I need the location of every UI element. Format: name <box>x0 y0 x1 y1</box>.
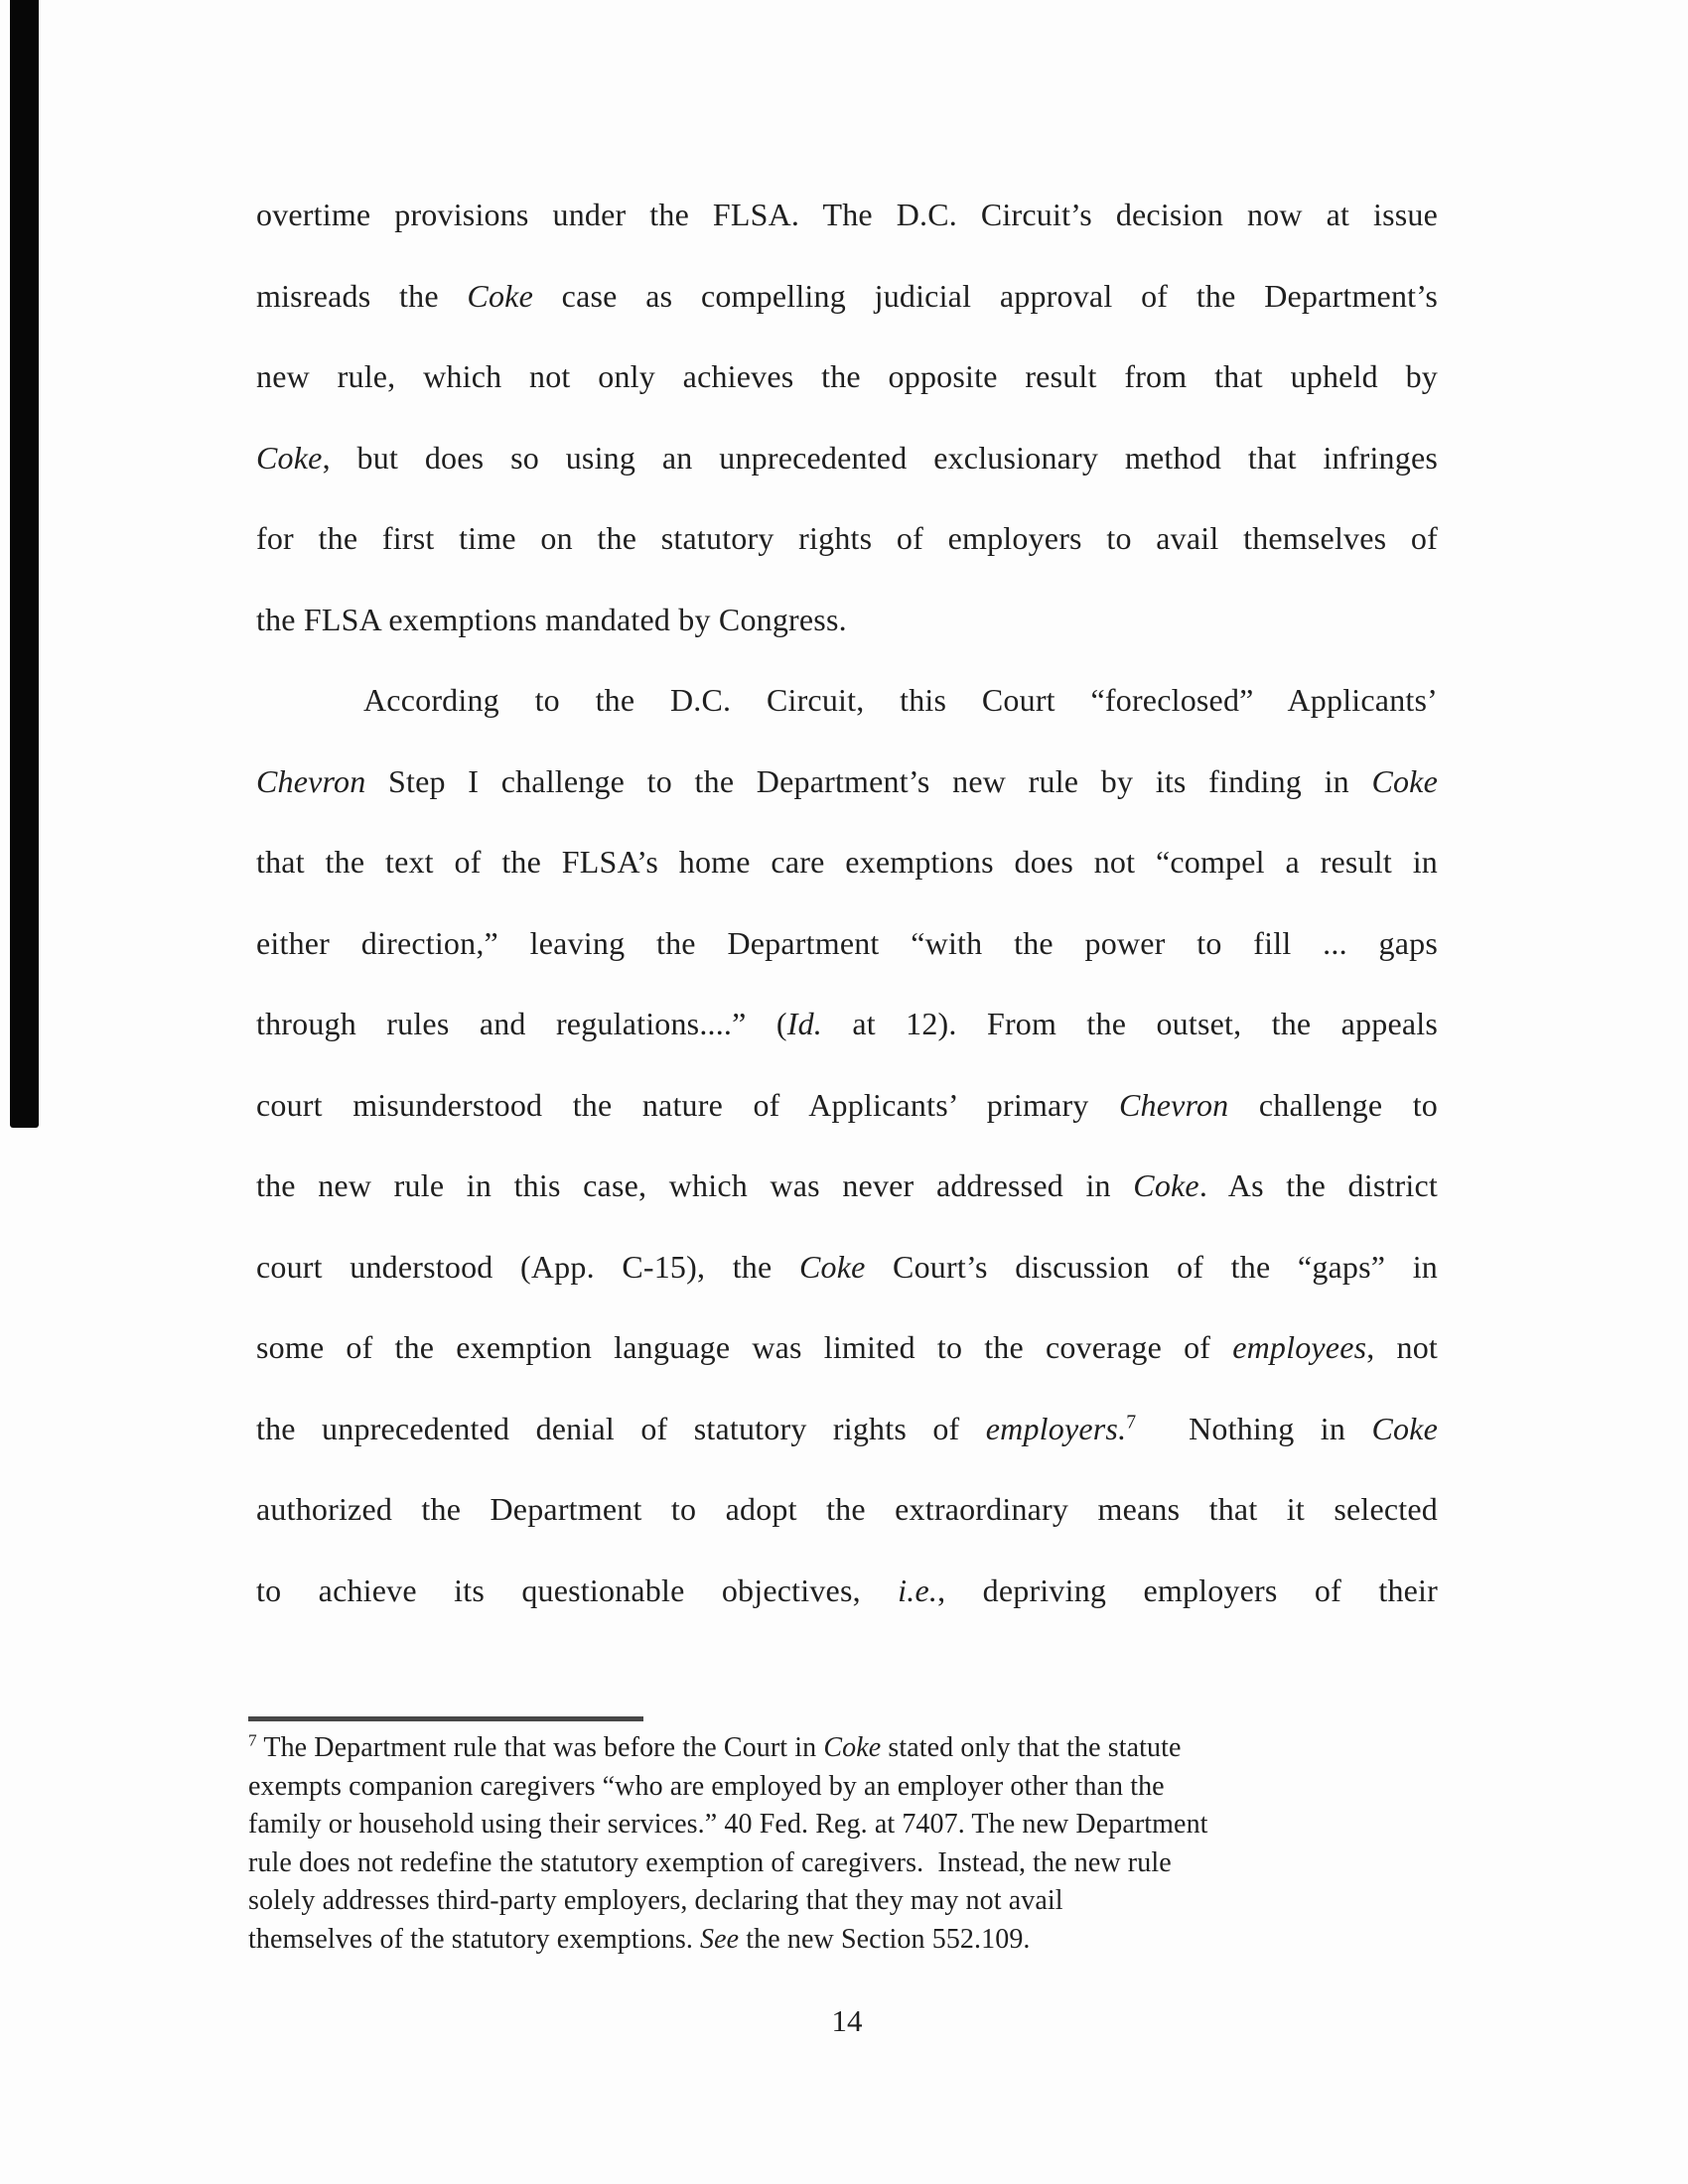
body-line: misreads the Coke case as compelling judicial approval of the Department’s <box>256 277 1438 314</box>
page-number: 14 <box>831 2003 863 2038</box>
footnote-block <box>248 1729 1455 1959</box>
body-line: According to the D.C. Circuit, this Court “foreclosed” Applicants’ <box>363 682 1438 718</box>
body-line: some of the exemption language was limited to the coverage of employees, not <box>256 1329 1439 1365</box>
body-line: the unprecedented denial of statutory rights of employers.$^7$ Nothing in Coke <box>256 1410 1438 1446</box>
body-line: new rule, which not only achieves the opposite result from that upheld by <box>256 358 1438 394</box>
footnote-line: rule does not redefine the statutory exemption of caregivers. Instead, the new rule <box>248 1846 1172 1878</box>
footnote-line: exempts companion caregivers “who are employed by an employer other than the <box>248 1770 1165 1802</box>
body-line: Chevron Step I challenge to the Department’s new rule by its finding in Coke <box>256 762 1438 799</box>
body-line: the FLSA exemptions mandated by Congress. <box>256 601 847 637</box>
body-line: that the text of the FLSA’s home care exemptions does not “compel a result in <box>256 844 1438 880</box>
body-line: to achieve its questionable objectives, i.e., depriving employers of their <box>256 1571 1439 1608</box>
footnote-line: family or household using their services.” 40 Fed. Reg. at 7407. The new Department <box>248 1809 1208 1840</box>
body-line: for the first time on the statutory rights of employers to avail themselves of <box>256 520 1438 556</box>
body-line: court misunderstood the nature of Applicants’ primary Chevron challenge to <box>256 1086 1438 1123</box>
footnote-separator <box>248 1716 643 1721</box>
footnote-line: themselves of the statutory exemptions. See the new Section 552.109. <box>248 1923 1031 1955</box>
scan-edge-artifact <box>10 0 39 1128</box>
body-line: Coke, but does so using an unprecedented exclusionary method that infringes <box>256 439 1438 476</box>
body-line: court understood (App. C-15), the Coke Court’s discussion of the “gaps” in <box>256 1248 1438 1285</box>
body-line: through rules and regulations....” (Id. at 12). From the outset, the appeals <box>256 1006 1438 1041</box>
body-line: either direction,” leaving the Department “with the power to fill ... gaps <box>256 924 1438 961</box>
body-paragraphs <box>256 175 1438 1631</box>
footnote-line: $^7$ The Department rule that was before the Court in Coke stated only that the statute <box>248 1730 1182 1763</box>
body-line: authorized the Department to adopt the extraordinary means that it selected <box>256 1491 1438 1527</box>
body-line: the new rule in this case, which was never addressed in Coke. As the district <box>256 1167 1439 1203</box>
body-line: overtime provisions under the FLSA. The D.C. Circuit’s decision now at issue <box>256 197 1438 232</box>
footnote-line: solely addresses third-party employers, declaring that they may not avail <box>248 1885 1063 1916</box>
